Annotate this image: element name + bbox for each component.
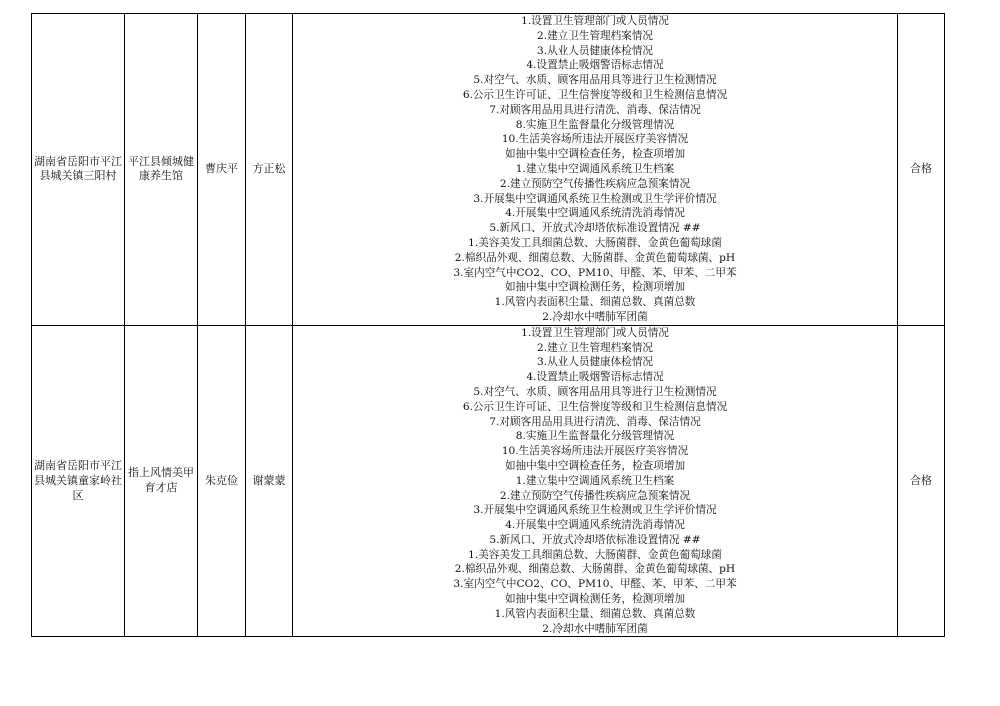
- person-cell: 曹庆平: [198, 14, 246, 326]
- inspection-item: 1.风管内表面积尘量、细菌总数、真菌总数: [494, 607, 696, 620]
- inspection-item: 2.建立卫生管理档案情况: [536, 29, 654, 42]
- business-name-cell: 指上风情美甲育才店: [125, 325, 198, 637]
- inspection-item: 5.对空气、水质、顾客用品用具等进行卫生检测情况: [473, 74, 717, 87]
- inspection-item: 2.冷却水中嗜肺军团菌: [542, 310, 648, 323]
- business-name-cell: 平江县倾城健康养生馆: [125, 14, 198, 326]
- address-cell: 湖南省岳阳市平江县城关镇三阳村: [32, 14, 125, 326]
- inspection-item: 7.对顾客用品用具进行清洗、消毒、保洁情况: [489, 103, 701, 116]
- inspection-item: 1.美容美发工具细菌总数、大肠菌群、金黄色葡萄球菌: [468, 236, 722, 249]
- inspection-item: 5.新风口、开放式冷却塔依标准设置情况 ##: [489, 222, 701, 235]
- inspection-item: 1.美容美发工具细菌总数、大肠菌群、金黄色葡萄球菌: [468, 548, 722, 561]
- inspection-item: 1.设置卫生管理部门或人员情况: [521, 15, 669, 27]
- inspection-item: 3.开展集中空调通风系统卫生检测或卫生学评价情况: [473, 192, 717, 205]
- inspection-table: [31, 13, 945, 637]
- inspection-item: 1.设置卫生管理部门或人员情况: [521, 326, 669, 339]
- inspection-item: 2.建立预防空气传播性疾病应急预案情况: [499, 177, 691, 190]
- inspection-item: 4.设置禁止吸烟警语标志情况: [526, 59, 664, 72]
- address-cell: 湖南省岳阳市平江县城关镇童家岭社区: [32, 325, 125, 637]
- inspection-item: 如抽中集中空调检查任务，检查项增加: [504, 459, 686, 472]
- inspection-item: 7.对顾客用品用具进行清洗、消毒、保洁情况: [489, 415, 701, 428]
- inspection-item: 3.室内空气中CO2、CO、PM10、甲醛、苯、甲苯、二甲苯: [453, 266, 737, 279]
- inspection-item: 2.棉织品外观、细菌总数、大肠菌群、金黄色葡萄球菌、pH: [454, 251, 736, 264]
- table-row: [32, 325, 945, 637]
- inspection-item: 2.棉织品外观、细菌总数、大肠菌群、金黄色葡萄球菌、pH: [454, 563, 736, 576]
- inspection-items-cell: [293, 14, 898, 326]
- inspection-item: 6.公示卫生许可证、卫生信誉度等级和卫生检测信息情况: [462, 88, 728, 101]
- inspection-item: 1.建立集中空调通风系统卫生档案: [515, 474, 675, 487]
- inspection-item: 如抽中集中空调检测任务，检测项增加: [504, 281, 686, 294]
- inspection-item: 如抽中集中空调检查任务，检查项增加: [504, 148, 686, 161]
- inspection-item: 1.建立集中空调通风系统卫生档案: [515, 162, 675, 175]
- inspection-item: 10.生活美容场所违法开展医疗美容情况: [501, 133, 689, 146]
- inspection-item: 3.室内空气中CO2、CO、PM10、甲醛、苯、甲苯、二甲苯: [453, 578, 737, 591]
- inspection-items-cell: [293, 325, 898, 637]
- inspection-item: 3.从业人员健康体检情况: [536, 356, 654, 369]
- inspection-item: 3.开展集中空调通风系统卫生检测或卫生学评价情况: [473, 504, 717, 517]
- inspection-item: 8.实施卫生监督量化分级管理情况: [515, 118, 675, 131]
- inspector-cell: 方正松: [246, 14, 293, 326]
- inspection-item: 3.从业人员健康体检情况: [536, 44, 654, 57]
- result-cell: 合格: [898, 14, 945, 326]
- inspection-item: 2.建立预防空气传播性疾病应急预案情况: [499, 489, 691, 502]
- inspection-item: 4.开展集中空调通风系统清洗消毒情况: [505, 207, 685, 220]
- inspector-cell: 谢蒙蒙: [246, 325, 293, 637]
- inspection-item: 5.对空气、水质、顾客用品用具等进行卫生检测情况: [473, 385, 717, 398]
- result-cell: 合格: [898, 325, 945, 637]
- inspection-item: 10.生活美容场所违法开展医疗美容情况: [501, 445, 689, 458]
- inspection-item: 5.新风口、开放式冷却塔依标准设置情况 ##: [489, 533, 701, 546]
- table-row: [32, 14, 945, 326]
- inspection-item: 6.公示卫生许可证、卫生信誉度等级和卫生检测信息情况: [462, 400, 728, 413]
- inspection-item: 4.设置禁止吸烟警语标志情况: [526, 371, 664, 384]
- person-cell: 朱克俭: [198, 325, 246, 637]
- inspection-item: 1.风管内表面积尘量、细菌总数、真菌总数: [494, 296, 696, 309]
- inspection-item: 4.开展集中空调通风系统清洗消毒情况: [505, 519, 685, 532]
- inspection-item: 2.冷却水中嗜肺军团菌: [542, 622, 648, 635]
- inspection-item: 2.建立卫生管理档案情况: [536, 341, 654, 354]
- inspection-item: 8.实施卫生监督量化分级管理情况: [515, 430, 675, 443]
- inspection-item: 如抽中集中空调检测任务，检测项增加: [504, 593, 686, 606]
